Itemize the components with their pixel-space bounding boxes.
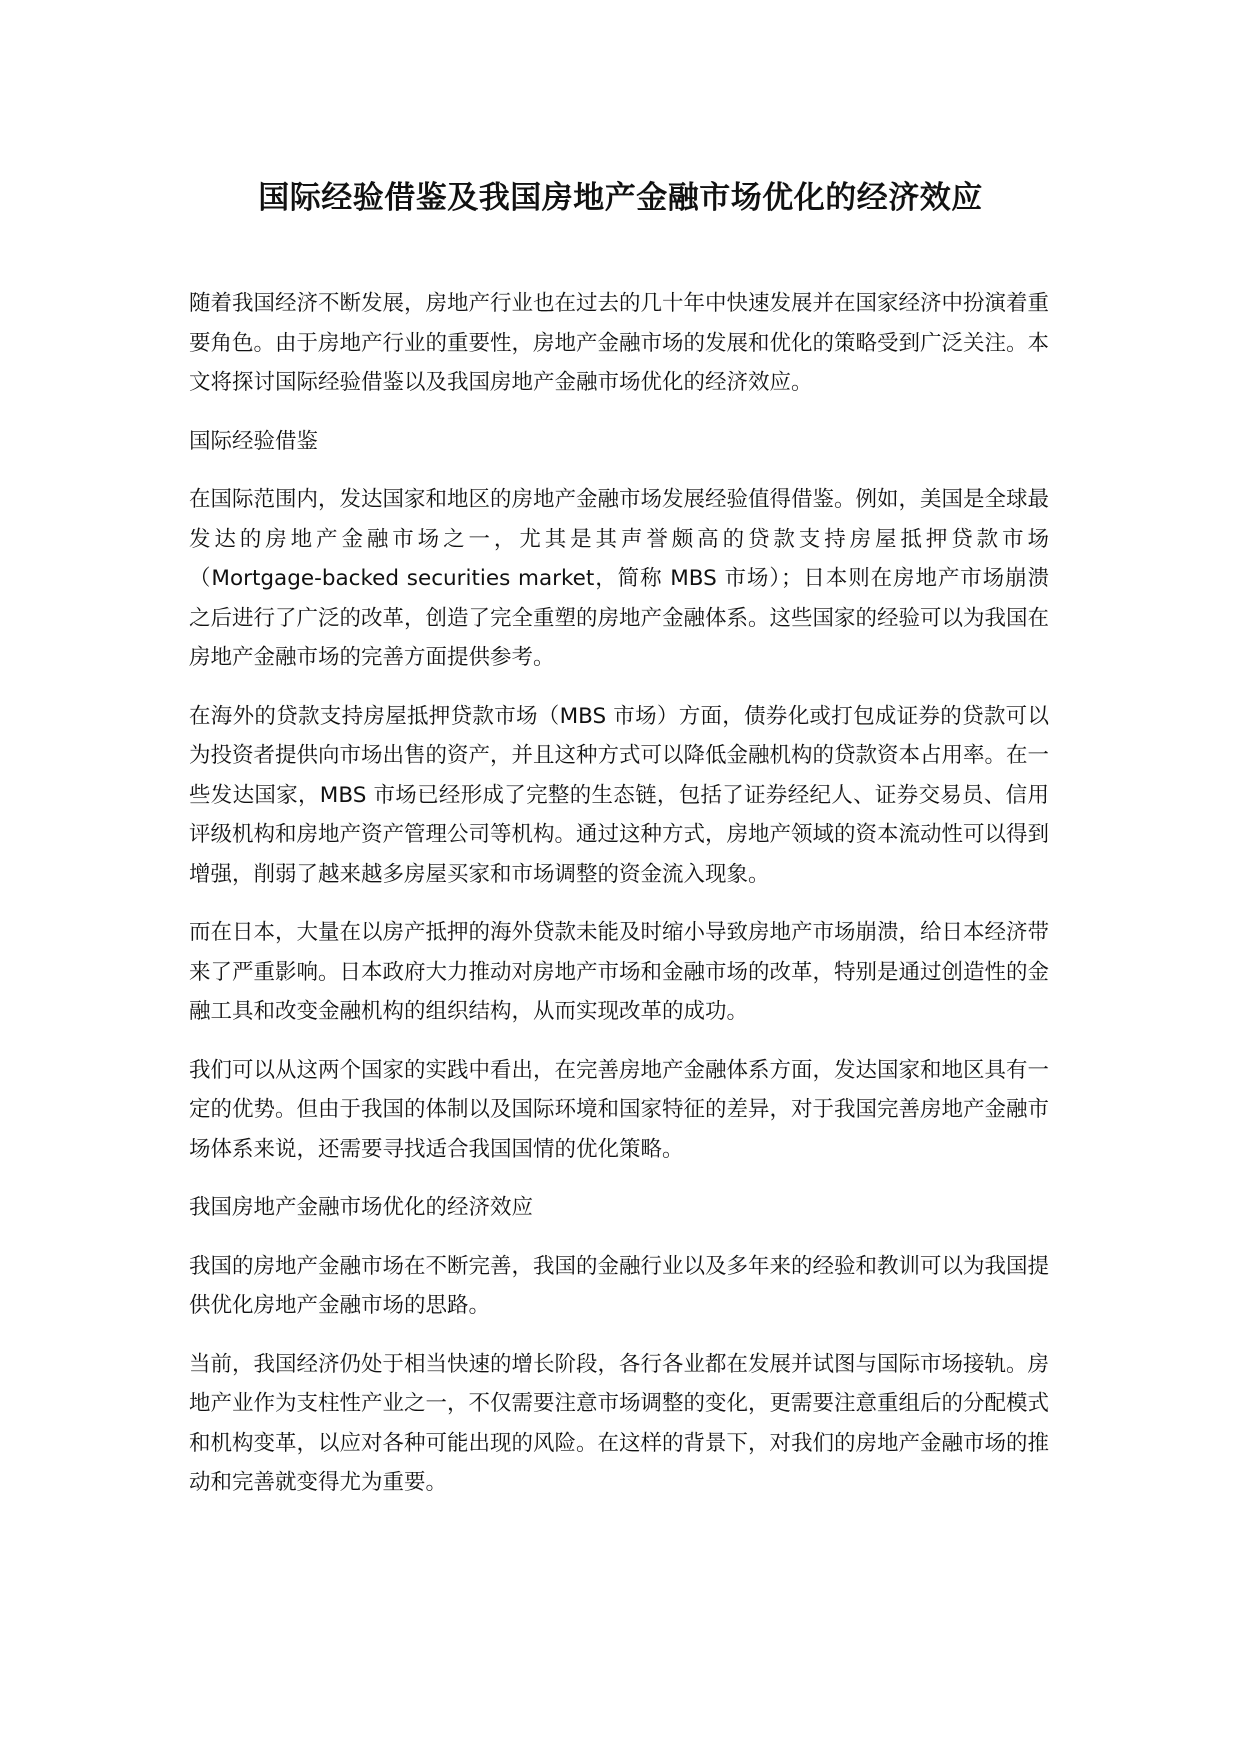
paragraph-intro: 随着我国经济不断发展，房地产行业也在过去的几十年中快速发展并在国家经济中扮演着重要角色。由于房地产行业的重要性，房地产金融市场的发展和优化的策略受到广泛关注。本文将探讨国际经验借鉴以及我国房地产金融市场优化的经济效应。	[189, 291, 1050, 395]
paragraph-international-overview: 在国际范围内，发达国家和地区的房地产金融市场发展经验值得借鉴。例如，美国是全球最发达的房地产金融市场之一，尤其是其声誉颇高的贷款支持房屋抵押贷款市场（Mortgage-backed securities market，简称 MBS 市场）；日本则在房地产市场崩溃之后进行了广泛的改革，创造了完全重塑的房地产金融体系。这些国家的经验可以为我国在房地产金融市场的完善方面提供参考。	[189, 487, 1050, 670]
section-heading-international: 国际经验借鉴	[189, 428, 319, 454]
paragraph-domestic-market: 我国的房地产金融市场在不断完善，我国的金融行业以及多年来的经验和教训可以为我国提供优化房地产金融市场的思路。	[189, 1253, 1050, 1318]
paragraph-mbs-market: 在海外的贷款支持房屋抵押贷款市场（MBS 市场）方面，债券化或打包成证券的贷款可以为投资者提供向市场出售的资产，并且这种方式可以降低金融机构的贷款资本占用率。在一些发达国家，MBS 市场已经形成了完整的生态链，包括了证券经纪人、证券交易员、信用评级机构和房地产资产管理公司等机构。通过这种方式，房地产领域的资本流动性可以得到增强，削弱了越来越多房屋买家和市场调整的资金流入现象。	[189, 703, 1050, 887]
paragraph-lessons: 我们可以从这两个国家的实践中看出，在完善房地产金融体系方面，发达国家和地区具有一定的优势。但由于我国的体制以及国际环境和国家特征的差异，对于我国完善房地产金融市场体系来说，还需要寻找适合我国国情的优化策略。	[189, 1057, 1050, 1162]
paragraph-japan: 而在日本，大量在以房产抵押的海外贷款未能及时缩小导致房地产市场崩溃，给日本经济带来了严重影响。日本政府大力推动对房地产市场和金融市场的改革，特别是通过创造性的金融工具和改变金融机构的组织结构，从而实现改革的成功。	[189, 920, 1050, 1024]
document-body	[189, 284, 1049, 1522]
section-heading-domestic: 我国房地产金融市场优化的经济效应	[189, 1195, 534, 1220]
paragraph-current-stage: 当前，我国经济仍处于相当快速的增长阶段，各行各业都在发展并试图与国际市场接轨。房地产业作为支柱性产业之一，不仅需要注意市场调整的变化，更需要注意重组后的分配模式和机构变革，以应对各种可能出现的风险。在这样的背景下，对我们的房地产金融市场的推动和完善就变得尤为重要。	[189, 1351, 1050, 1495]
document-title: 国际经验借鉴及我国房地产金融市场优化的经济效应	[258, 180, 983, 216]
